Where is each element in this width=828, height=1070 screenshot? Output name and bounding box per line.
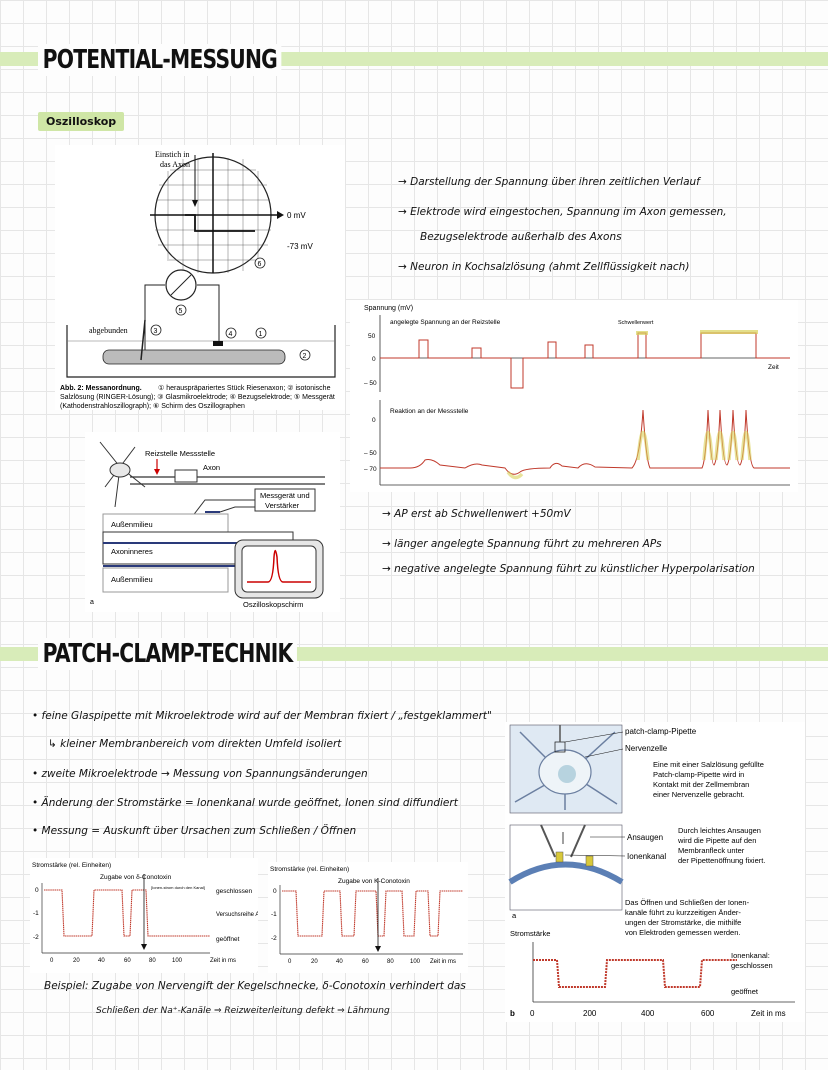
stromstaerke-label: Stromstärke xyxy=(510,929,551,938)
minus73-label: -73 mV xyxy=(287,242,313,251)
ionenkanal-label: Ionenkanal xyxy=(627,852,667,861)
section-title-patch-clamp: PATCH-CLAMP-TECHNIK xyxy=(38,638,297,670)
desc3-line2: kanäle führt zu kurzzeitigen Änder- xyxy=(625,908,741,917)
spannung-figure xyxy=(350,300,798,492)
left-handnote: [Ionen-strom durch den Kanal] xyxy=(151,885,205,890)
zeit-label: Zeit xyxy=(768,364,779,371)
left-ylabel: Stromstärke (rel. Einheiten) xyxy=(32,862,112,869)
desc1-line2: Patch-clamp-Pipette wird in xyxy=(653,770,745,779)
oszilloskop-tag: Oszilloskop xyxy=(38,112,124,131)
tick-0: 0 xyxy=(372,356,376,363)
messanordnung-figure xyxy=(55,145,345,410)
num6: 6 xyxy=(257,261,262,268)
left-x20: 20 xyxy=(73,958,80,964)
oszilloskopschirm-label: Oszilloskopschirm xyxy=(243,600,304,609)
reizstelle-diagram xyxy=(85,432,340,612)
patch-geoeffnet: geöffnet xyxy=(731,987,758,996)
num2: 2 xyxy=(302,353,307,360)
left-y0: 0 xyxy=(35,887,39,894)
graph-k-conotoxin xyxy=(268,862,468,973)
right-y1: -1 xyxy=(271,911,277,918)
caption-line1: ① herauspräpariertes Stück Riesenaxon; ② isotonische xyxy=(158,385,331,392)
fig-a-label: a xyxy=(90,599,94,606)
right-x100: 100 xyxy=(410,959,421,965)
ansaugen-label: Ansaugen xyxy=(627,833,664,842)
pipette-label: patch-clamp-Pipette xyxy=(625,727,697,736)
left-versuch: Versuchsreihe A xyxy=(216,912,258,918)
right-x60: 60 xyxy=(362,959,369,965)
bullet-1-sub: ↳ kleiner Membranbereich vom direkten Umfeld isoliert xyxy=(48,738,342,750)
patch-x400: 400 xyxy=(641,1009,655,1018)
caption-bold: Abb. 2: Messanordnung. xyxy=(60,385,142,392)
right-x20: 20 xyxy=(311,959,318,965)
right-y2: -2 xyxy=(271,935,277,942)
ionenkanal-state-2: geschlossen xyxy=(731,961,773,970)
spannung-ylabel: Spannung (mV) xyxy=(364,305,414,312)
note-bottom-3: → negative angelegte Spannung führt zu künstlicher Hyperpolarisation xyxy=(382,563,755,575)
desc2-line1: Durch leichtes Ansaugen xyxy=(678,826,761,835)
left-geoeffnet: geöffnet xyxy=(216,936,240,943)
reizstelle-figure xyxy=(85,432,340,612)
aussenmilieu-label-1: Außenmilieu xyxy=(111,520,153,529)
zero-mv-label: 0 mV xyxy=(287,211,306,220)
right-zugabe: Zugabe von K-Conotoxin xyxy=(338,878,410,885)
das-axon-label: das Axon xyxy=(160,160,190,169)
num1: 1 xyxy=(258,331,263,338)
note-bottom-2: → länger angelegte Spannung führt zu mehreren APs xyxy=(382,538,662,550)
left-x100: 100 xyxy=(172,958,183,964)
fig-patch-a: a xyxy=(512,911,517,920)
patch-x600: 600 xyxy=(701,1009,715,1018)
patch-clamp-figure xyxy=(505,722,805,1022)
messgeraet-label-1: Messgerät und xyxy=(260,491,310,500)
left-x60: 60 xyxy=(124,958,131,964)
right-y0: 0 xyxy=(273,888,277,895)
note-top-3: Bezugselektrode außerhalb des Axons xyxy=(420,231,622,243)
right-zeit: Zeit in ms xyxy=(430,959,457,965)
bullet-1: • feine Glaspipette mit Mikroelektrode wird auf der Membran fixiert / „festgeklammert" xyxy=(32,710,492,722)
desc2-line4: der Pipettenöffnung fixiert. xyxy=(678,856,766,865)
right-ylabel: Stromstärke (rel. Einheiten) xyxy=(270,866,350,873)
graph-delta-conotoxin xyxy=(30,858,258,973)
desc3-line4: von Elektroden gemessen werden. xyxy=(625,928,741,937)
desc3-line3: ungen der Stromstärke, die mithilfe xyxy=(625,918,742,927)
axoninneres-label: Axoninneres xyxy=(111,547,153,556)
beispiel-line-1: Beispiel: Zugabe von Nervengift der Kegelschnecke, δ-Conotoxin verhindert das xyxy=(44,980,466,992)
note-bottom-1: → AP erst ab Schwellenwert +50mV xyxy=(382,508,571,520)
desc1-line4: einer Nervenzelle gebracht. xyxy=(653,790,745,799)
reaktion-label: Reaktion an der Messstelle xyxy=(390,408,469,415)
section-title-potential: POTENTIAL-MESSUNG xyxy=(38,44,282,76)
tick-50: 50 xyxy=(368,333,376,340)
einstich-label: Einstich in xyxy=(155,150,190,159)
right-x80: 80 xyxy=(387,959,394,965)
left-geschlossen: geschlossen xyxy=(216,888,253,895)
tick-m50: – 50 xyxy=(364,380,377,387)
left-x40: 40 xyxy=(98,958,105,964)
num4: 4 xyxy=(228,331,233,338)
desc3-line1: Das Öffnen und Schließen der Ionen- xyxy=(625,898,750,907)
messgeraet-label-2: Verstärker xyxy=(265,501,300,510)
spannung-diagram xyxy=(350,300,798,492)
rtick-m70: – 70 xyxy=(364,466,377,473)
nervenzelle-label: Nervenzelle xyxy=(625,744,668,753)
num5: 5 xyxy=(178,308,183,315)
left-zugabe: Zugabe von δ-Conotoxin xyxy=(100,874,172,881)
aussenmilieu-label-2: Außenmilieu xyxy=(111,575,153,584)
patch-x0: 0 xyxy=(530,1009,535,1018)
messanordnung-diagram xyxy=(55,145,345,410)
beispiel-line-2: Schließen der Na⁺-Kanäle ⇒ Reizweiterleitung defekt ⇒ Lähmung xyxy=(96,1006,390,1016)
axon-label: Axon xyxy=(203,463,221,472)
num3: 3 xyxy=(153,328,158,335)
right-x40: 40 xyxy=(336,959,343,965)
bullet-2: • zweite Mikroelektrode → Messung von Spannungsänderungen xyxy=(32,768,368,780)
note-top-4: → Neuron in Kochsalzlösung (ahmt Zellflüssigkeit nach) xyxy=(398,261,690,273)
desc2-line2: wird die Pipette auf den xyxy=(678,836,757,845)
bullet-4: • Messung = Auskunft über Ursachen zum Schließen / Öffnen xyxy=(32,825,357,837)
bullet-3: • Änderung der Stromstärke = Ionenkanal wurde geöffnet, Ionen sind diffundiert xyxy=(32,797,458,809)
fig-patch-b: b xyxy=(510,1009,515,1018)
schwellenwert-label: Schwellenwert xyxy=(618,320,654,326)
patch-x200: 200 xyxy=(583,1009,597,1018)
desc1-line3: Kontakt mit der Zellmembran xyxy=(653,780,750,789)
desc1-line1: Eine mit einer Salzlösung gefüllte xyxy=(653,760,764,769)
rtick-0: 0 xyxy=(372,417,376,424)
left-x80: 80 xyxy=(149,958,156,964)
note-top-1: → Darstellung der Spannung über ihren zeitlichen Verlauf xyxy=(398,176,700,188)
left-zeit: Zeit in ms xyxy=(210,958,237,964)
note-top-2: → Elektrode wird eingestochen, Spannung im Axon gemessen, xyxy=(398,206,727,218)
caption-line2: Salzlösung (RINGER-Lösung); ③ Glasmikroelektrode; ④ Bezugselektrode; ⑤ Messgerät xyxy=(60,394,335,401)
reizstelle-label: Reizstelle Messstelle xyxy=(145,449,216,458)
abgebunden-label: abgebunden xyxy=(89,326,128,335)
left-y1: -1 xyxy=(33,910,39,917)
desc2-line3: Membranfleck unter xyxy=(678,846,745,855)
right-x0: 0 xyxy=(288,959,292,965)
patch-zeit: Zeit in ms xyxy=(751,1009,786,1018)
rtick-m50: – 50 xyxy=(364,450,377,457)
left-y2: -2 xyxy=(33,934,39,941)
ionenkanal-state-1: Ionenkanal: xyxy=(731,951,770,960)
caption-line3: (Kathodenstrahloszillograph); ⑥ Schirm des Oszillographen xyxy=(60,403,245,410)
left-x0: 0 xyxy=(50,958,54,964)
angelegte-label: angelegte Spannung an der Reizstelle xyxy=(390,319,501,326)
